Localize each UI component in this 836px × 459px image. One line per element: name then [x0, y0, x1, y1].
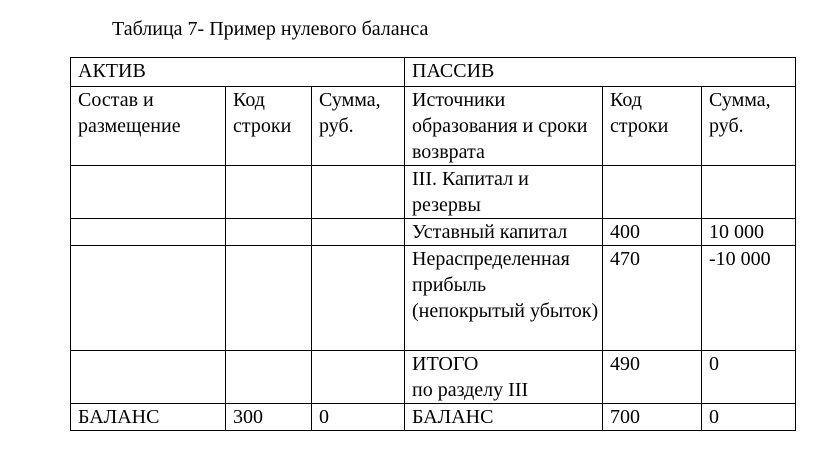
- table-row: [71, 58, 796, 87]
- total-label-cell: [405, 351, 603, 404]
- table-caption: Таблица 7- Пример нулевого баланса: [112, 18, 429, 40]
- profit-label-cell: Нераспределенная прибыль (непокрытый убыток): [405, 246, 603, 351]
- total-code-cell: 490: [603, 351, 702, 404]
- section-title-cell: III. Капитал и резервы: [405, 166, 603, 219]
- liability-balance-label-cell: БАЛАНС: [405, 404, 603, 431]
- column-header-liability-code: Код строки: [603, 87, 702, 166]
- table-row: [71, 404, 796, 431]
- table-cell: [71, 219, 226, 246]
- capital-code-cell: 400: [603, 219, 702, 246]
- table-row: [71, 219, 796, 246]
- total-amount-cell: 0: [702, 351, 796, 404]
- profit-amount-cell: -10 000: [702, 246, 796, 351]
- liability-balance-code-cell: 700: [603, 404, 702, 431]
- column-header-liability-sources: Источники образования и сроки возврата: [405, 87, 603, 166]
- profit-code-cell: 470: [603, 246, 702, 351]
- liability-header: ПАССИВ: [405, 58, 796, 87]
- total-label-line2: по разделу III: [412, 379, 529, 401]
- table-cell: [71, 351, 226, 404]
- column-header-liability-amount: Сумма, руб.: [702, 87, 796, 166]
- table-cell: [71, 166, 226, 219]
- table-row: [71, 166, 796, 219]
- table-cell: [312, 166, 405, 219]
- asset-balance-label-cell: БАЛАНС: [71, 404, 226, 431]
- total-label-line1: ИТОГО: [412, 353, 479, 375]
- table-row: [71, 246, 796, 351]
- table-cell: [312, 351, 405, 404]
- asset-balance-code-cell: 300: [226, 404, 312, 431]
- column-header-asset-code: Код строки: [226, 87, 312, 166]
- capital-amount-cell: 10 000: [702, 219, 796, 246]
- table-cell: [226, 246, 312, 351]
- column-header-asset-amount: Сумма, руб.: [312, 87, 405, 166]
- table-cell: [312, 219, 405, 246]
- table-cell: [702, 166, 796, 219]
- table-cell: [312, 246, 405, 351]
- asset-balance-amount-cell: 0: [312, 404, 405, 431]
- table-cell: [603, 166, 702, 219]
- capital-label-cell: Уставный капитал: [405, 219, 603, 246]
- table-cell: [226, 166, 312, 219]
- table-row: [71, 87, 796, 166]
- zero-balance-table: [70, 57, 796, 431]
- table-cell: [226, 219, 312, 246]
- table-cell: [71, 246, 226, 351]
- table-row: [71, 351, 796, 404]
- asset-header: АКТИВ: [71, 58, 405, 87]
- column-header-asset-composition: Состав и размещение: [71, 87, 226, 166]
- table-cell: [226, 351, 312, 404]
- liability-balance-amount-cell: 0: [702, 404, 796, 431]
